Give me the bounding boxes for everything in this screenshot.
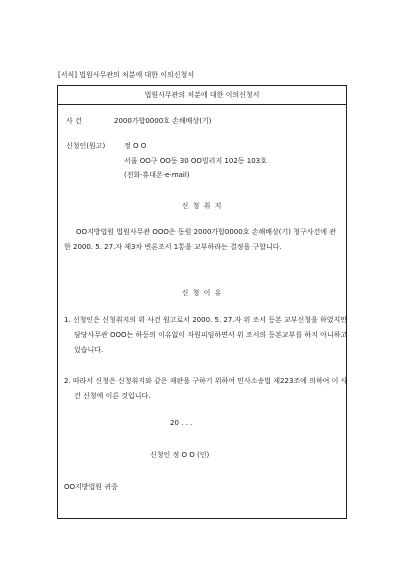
case-label: 사 건 — [66, 117, 82, 125]
reasons-heading: 신 청 이 유 — [181, 289, 223, 297]
recipient-line: OO지방법원 귀중 — [64, 483, 118, 491]
case-value: 2000가합0000호 손해배상(기) — [114, 117, 212, 125]
applicant-address: 서울 OO구 OO동 30 OO빌리지 102동 103호 — [124, 157, 267, 165]
applicant-name: 정 O O — [124, 142, 147, 150]
reason-item-2: 2. 따라서 신청은 신청취지와 같은 재판을 구하기 위하여 민사소송법 제223조에 의하여 이 사건 신청에 이른 것입니다. — [64, 377, 348, 400]
applicant-contact: (전화·휴대폰·e-mail) — [124, 171, 190, 179]
form-label: [서식] 법원사무관의 처분에 대한 이의신청서 — [58, 71, 195, 79]
purpose-text: OO지방법원 법원사무관 OOO은 동원 2000가합0000호 손해배상(기) 청구사건에 관한 2000. 5. 27.자 제3차 변론조서 1통을 교부하라는 결정을 구합니다. — [64, 228, 337, 251]
document-title: 법원사무관의 처분에 대한 이의신청서 — [144, 91, 260, 99]
applicant-label: 신청인(원고) — [66, 142, 106, 150]
reason-item-1: 1. 신청인은 신청취지의 위 사건 원고로서 2000. 5. 27.자 위 조서 등본 교부신청을 하였지만 담당사무관 OOO는 하등의 이유없이 자원피임하면서 위 조서의 등본교부를 하지 아니하고 있습니다. — [64, 316, 348, 354]
purpose-heading: 신 청 취 지 — [181, 202, 223, 210]
title-divider — [57, 104, 347, 105]
date-line: 20 . . . — [170, 419, 193, 427]
signature-line: 신청인 정 O O (인) — [150, 451, 210, 459]
